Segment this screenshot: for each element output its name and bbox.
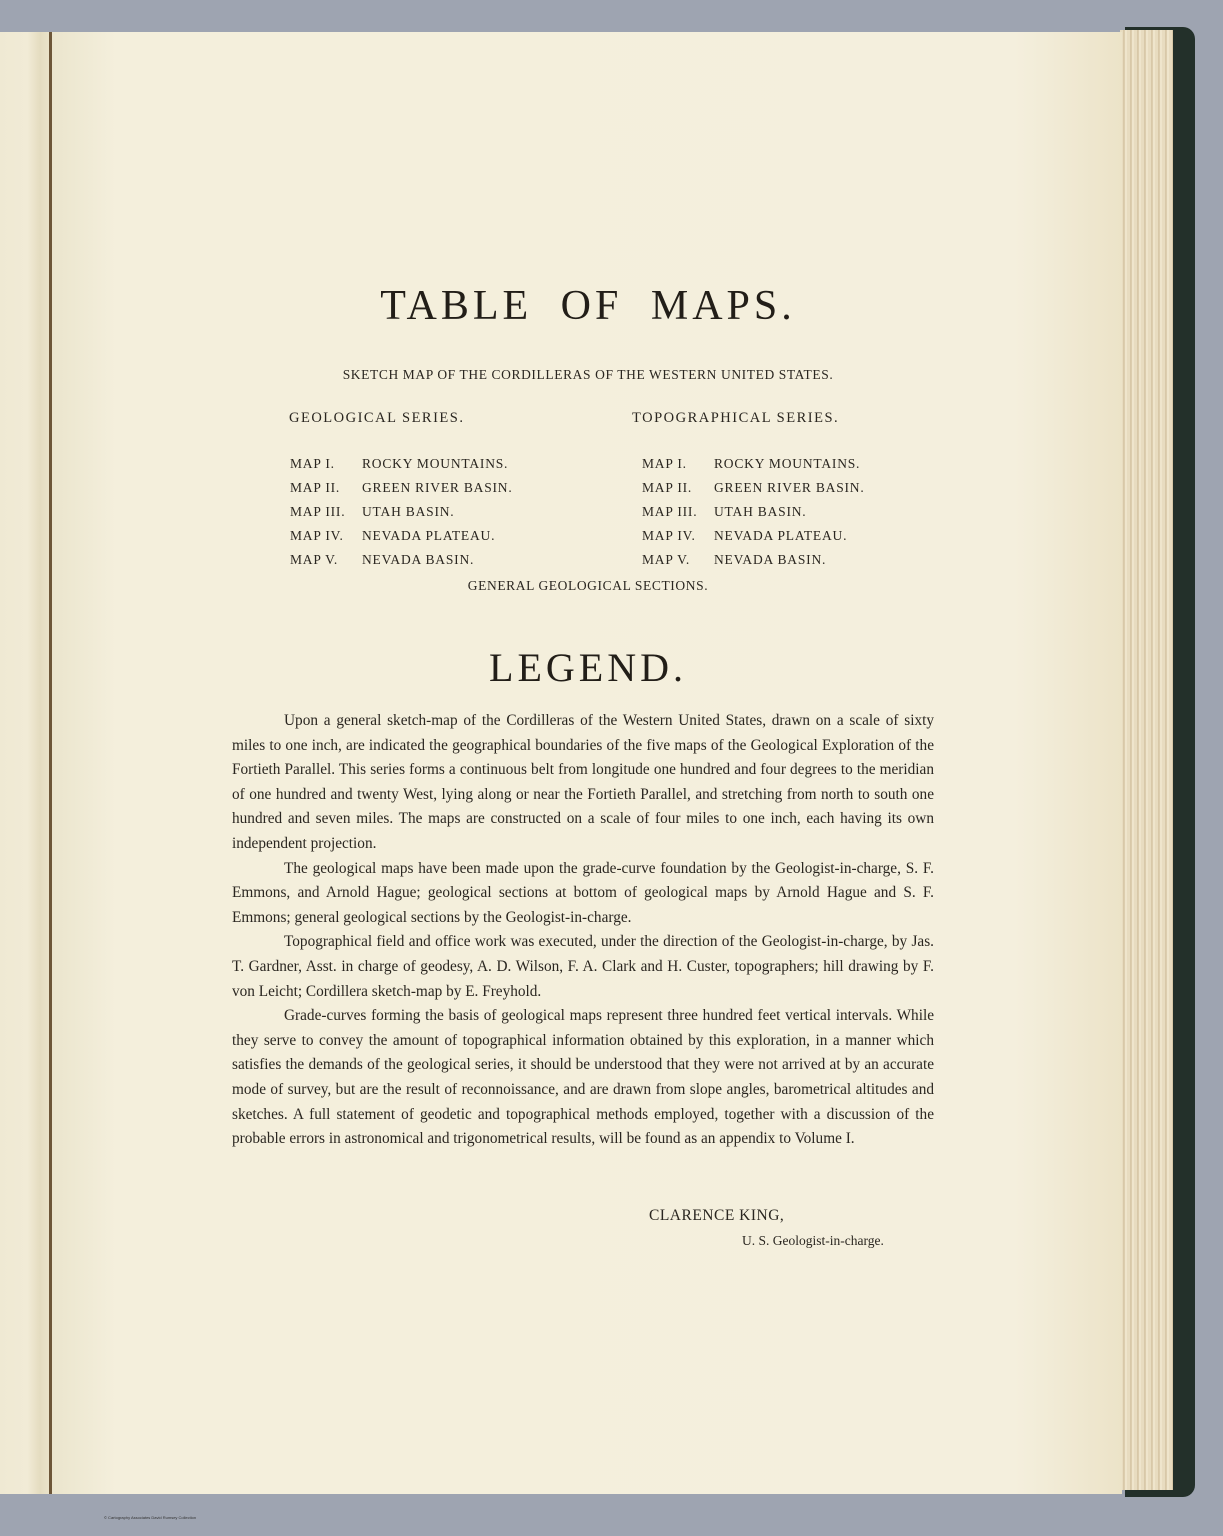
- page-title: TABLE OF MAPS.: [380, 283, 796, 329]
- map-name: GREEN RIVER BASIN.: [362, 480, 513, 495]
- list-item: [642, 524, 865, 548]
- map-name: NEVADA BASIN.: [362, 552, 475, 567]
- map-number: MAP II.: [642, 480, 693, 495]
- list-item: [290, 452, 513, 476]
- map-number: MAP IV.: [290, 528, 344, 543]
- paragraph: Upon a general sketch-map of the Cordilleras of the Western United States, drawn on a scale of sixty miles to one inch, are indicated the geographical boundaries of the five maps of the Geological Exploration of the Fortieth Parallel. This series forms a continuous belt from longitude one hundred and four degrees to the meridian of one hundred and twenty West, lying along or near the Fortieth Parallel, and stretching from north to south one hundred and seven miles. The maps are constructed on a scale of four miles to one inch, each having its own independent projection.: [232, 712, 934, 852]
- map-number: MAP II.: [290, 480, 341, 495]
- map-number: MAP III.: [642, 504, 698, 519]
- legend-body: [232, 709, 934, 1152]
- topographical-map-list: [642, 452, 865, 572]
- list-item: [642, 452, 865, 476]
- paragraph: Topographical field and office work was executed, under the direction of the Geologist-in-charge, by Jas. T. Gardner, Asst. in charge of geodesy, A. D. Wilson, F. A. Clark and H. Custer, topographers; hill drawing by F. von Leicht; Cordillera sketch-map by E. Freyhold.: [232, 933, 934, 1000]
- paragraph: Grade-curves forming the basis of geological maps represent three hundred feet vertical intervals. While they serve to convey the amount of topographical information obtained by this exploration, in a manner which satisfies the demands of the geological series, it should be understood that they were not arrived at by an accurate mode of survey, but are the result of reconnoissance, and are drawn from slope angles, barometrical altitudes and sketches. A full statement of geodetic and topographical methods employed, together with a discussion of the probable errors in astronomical and trigonometrical results, will be found as an appendix to Volume I.: [232, 1007, 934, 1148]
- signature-title: U. S. Geologist-in-charge.: [742, 1233, 884, 1248]
- map-number: MAP V.: [642, 552, 691, 567]
- list-item: [290, 476, 513, 500]
- map-number: MAP I.: [290, 456, 335, 471]
- map-name: ROCKY MOUNTAINS.: [362, 456, 509, 471]
- map-name: NEVADA BASIN.: [714, 552, 827, 567]
- map-name: NEVADA PLATEAU.: [714, 528, 848, 543]
- list-item: [642, 548, 865, 572]
- topographical-series-heading: TOPOGRAPHICAL SERIES.: [632, 410, 840, 426]
- sketch-map-subtitle: SKETCH MAP OF THE CORDILLERAS OF THE WESTERN UNITED STATES.: [342, 367, 834, 382]
- legend-title: LEGEND.: [489, 645, 687, 690]
- map-number: MAP V.: [290, 552, 339, 567]
- list-item: [290, 524, 513, 548]
- page-stack-edge: [1120, 30, 1173, 1490]
- list-item: [642, 500, 865, 524]
- footer-credit: © Cartography Associates David Rumsey Collection: [104, 1515, 197, 1520]
- map-name: UTAH BASIN.: [714, 504, 807, 519]
- geological-map-list: [290, 452, 513, 572]
- general-sections-heading: GENERAL GEOLOGICAL SECTIONS.: [467, 578, 709, 593]
- signature-name: CLARENCE KING,: [649, 1207, 785, 1224]
- map-name: NEVADA PLATEAU.: [362, 528, 496, 543]
- list-item: [290, 548, 513, 572]
- map-number: MAP IV.: [642, 528, 696, 543]
- geological-series-heading: GEOLOGICAL SERIES.: [289, 410, 465, 426]
- left-page-edge: [0, 32, 50, 1494]
- map-number: MAP I.: [642, 456, 687, 471]
- map-name: ROCKY MOUNTAINS.: [714, 456, 861, 471]
- list-item: [290, 500, 513, 524]
- paragraph: The geological maps have been made upon the grade-curve foundation by the Geologist-in-charge, S. F. Emmons, and Arnold Hague; geological sections at bottom of geological maps by Arnold Hague and S. F. Emmons; general geological sections by the Geologist-in-charge.: [232, 859, 934, 926]
- map-name: UTAH BASIN.: [362, 504, 455, 519]
- list-item: [642, 476, 865, 500]
- map-number: MAP III.: [290, 504, 346, 519]
- map-name: GREEN RIVER BASIN.: [714, 480, 865, 495]
